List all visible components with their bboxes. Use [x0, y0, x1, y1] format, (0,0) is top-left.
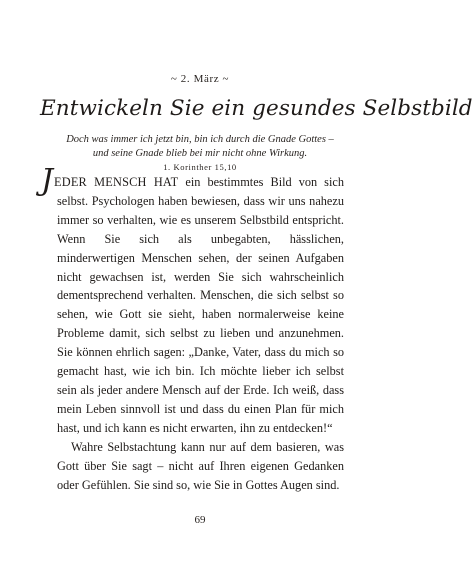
paragraph-2: Wahre Selbstachtung kann nur auf dem basieren, was Gott über Sie sagt – nicht auf Ihren eigenen Gedanken oder Gefühlen. Sie sind so, wie Sie in Gottes Augen sind.	[57, 439, 344, 492]
page-title: Entwickeln Sie ein gesundes Selbstbild	[40, 96, 473, 121]
paragraph-1-text: ein bestimmtes Bild von sich selbst. Psychologen haben bewiesen, dass wir uns nahezu immer so verhalten, wie es unserem Selbstbild entspricht. Wenn Sie sich als unbegabten, hässlichen, minderwertigen Menschen sehen, der seinen Aufgaben nicht gewachsen ist, werden Sie sich wahrscheinlich dementsprechend verhalten. Menschen, die sich selbst so sehen, wie Gott sie sieht, haben normalerweise keine Probleme damit, sich selbst zu lieben und anzunehmen. Sie können ehrlich sagen: „Danke, Vater, dass du mich so gemacht hast, wie ich bin. Ich möchte lieber ich selbst sein als jeder andere Mensch auf der Erde. Ich weiß, dass mein Leben sinnvoll ist und dass du einen Plan für mich hast, und ich kann es nicht erwarten, ihn zu entdecken!“	[57, 175, 344, 435]
scripture-reference: 1. Korinther 15,10	[163, 162, 237, 172]
page-number: 69	[194, 514, 206, 526]
epigraph-line-2: und seine Gnade blieb bei mir nicht ohne Wirkung.	[92, 147, 308, 159]
epigraph-quote	[60, 133, 340, 160]
drop-cap-letter: J	[41, 163, 54, 198]
date-heading: ~ 2. März ~	[170, 73, 230, 85]
epigraph-line-1: Doch was immer ich jetzt bin, bin ich durch die Gnade Gottes –	[66, 134, 334, 145]
lead-in-caps: EDER MENSCH HAT	[54, 175, 179, 189]
